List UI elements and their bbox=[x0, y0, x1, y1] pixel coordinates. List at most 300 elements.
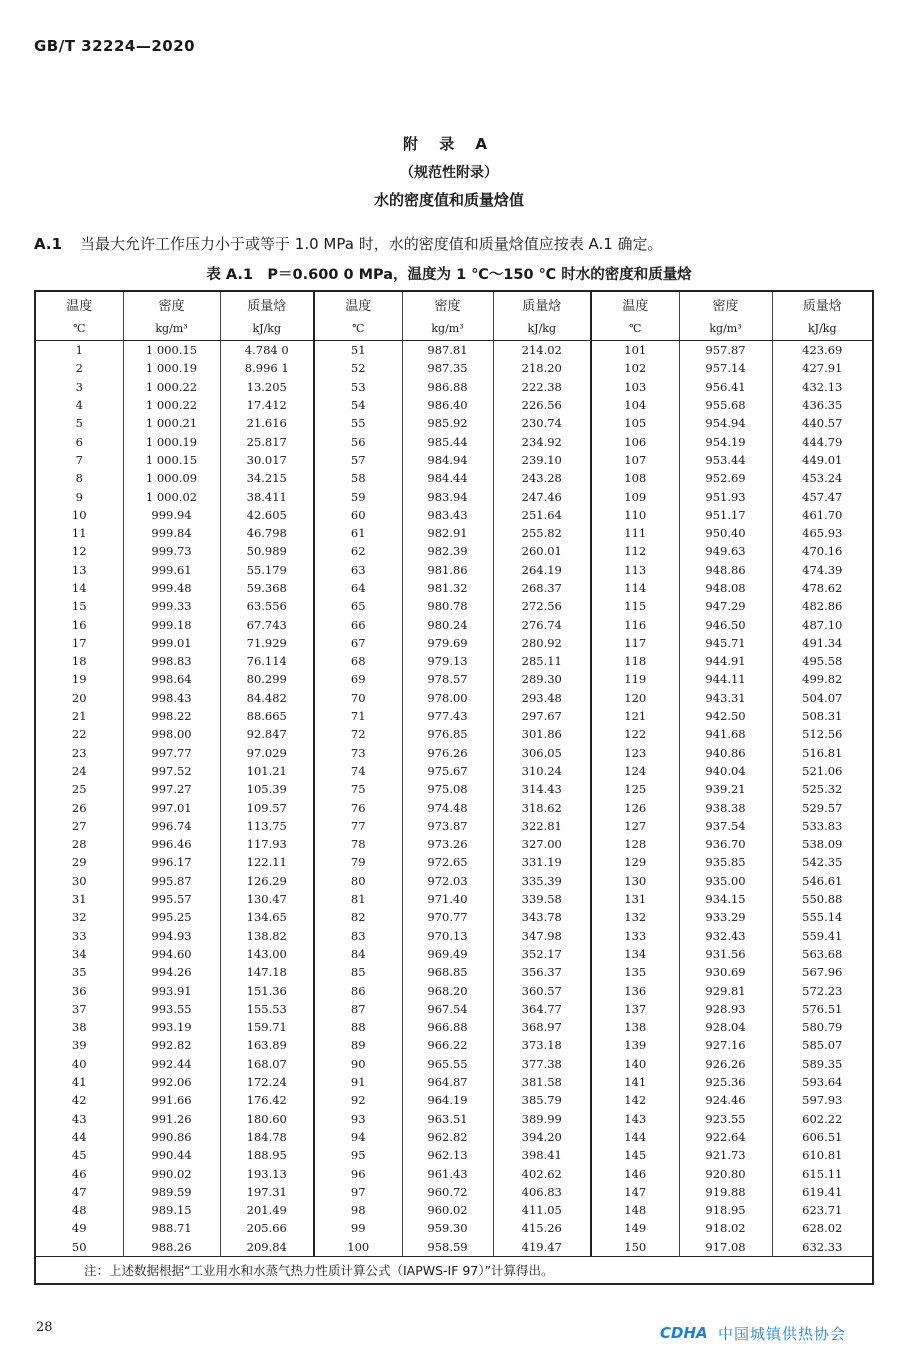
table-cell: 589.35 bbox=[772, 1055, 873, 1073]
table-row bbox=[35, 762, 873, 780]
table-cell: 301.86 bbox=[493, 725, 591, 743]
table-cell: 465.93 bbox=[772, 524, 873, 542]
table-cell: 415.26 bbox=[493, 1219, 591, 1237]
table-cell: 74 bbox=[314, 762, 402, 780]
table-cell: 998.43 bbox=[123, 689, 220, 707]
table-cell: 98 bbox=[314, 1201, 402, 1219]
table-row bbox=[35, 744, 873, 762]
table-cell: 943.31 bbox=[679, 689, 772, 707]
table-cell: 977.43 bbox=[402, 707, 493, 725]
table-cell: 16 bbox=[71, 617, 87, 632]
table-cell: 958.59 bbox=[402, 1238, 493, 1257]
table-cell: 134.65 bbox=[220, 908, 314, 926]
table-cell: 950.40 bbox=[679, 524, 772, 542]
table-cell: 474.39 bbox=[772, 561, 873, 579]
table-cell: 504.07 bbox=[772, 689, 873, 707]
table-cell: 423.69 bbox=[772, 341, 873, 360]
table-cell: 95 bbox=[314, 1146, 402, 1164]
table-cell: 37 bbox=[71, 1001, 87, 1016]
table-cell: 949.63 bbox=[679, 542, 772, 560]
table-cell: 188.95 bbox=[220, 1146, 314, 1164]
table-cell: 243.28 bbox=[493, 469, 591, 487]
table-cell: 970.13 bbox=[402, 927, 493, 945]
table-cell: 68 bbox=[314, 652, 402, 670]
table-cell: 180.60 bbox=[220, 1109, 314, 1127]
unit-cell: ℃ bbox=[591, 316, 679, 341]
table-cell: 34.215 bbox=[220, 469, 314, 487]
table-cell: 1 000.15 bbox=[123, 451, 220, 469]
table-cell: 389.99 bbox=[493, 1109, 591, 1127]
table-cell: 17 bbox=[71, 635, 87, 650]
table-cell: 920.80 bbox=[679, 1164, 772, 1182]
table-cell: 962.13 bbox=[402, 1146, 493, 1164]
table-row bbox=[35, 561, 873, 579]
table-cell: 992.44 bbox=[123, 1055, 220, 1073]
table-row bbox=[35, 1128, 873, 1146]
table-cell: 979.69 bbox=[402, 634, 493, 652]
table-cell: 944.11 bbox=[679, 670, 772, 688]
table-cell: 999.18 bbox=[123, 615, 220, 633]
table-cell: 52 bbox=[314, 359, 402, 377]
table-cell: 953.44 bbox=[679, 451, 772, 469]
table-cell: 487.10 bbox=[772, 615, 873, 633]
table-cell: 992.82 bbox=[123, 1036, 220, 1054]
table-cell: 130 bbox=[591, 872, 679, 890]
table-cell: 352.17 bbox=[493, 945, 591, 963]
table-cell: 85 bbox=[314, 963, 402, 981]
table-cell: 137 bbox=[591, 1000, 679, 1018]
table-cell: 538.09 bbox=[772, 835, 873, 853]
table-cell: 993.55 bbox=[123, 1000, 220, 1018]
table-cell: 129 bbox=[591, 853, 679, 871]
table-row bbox=[35, 1109, 873, 1127]
table-cell: 932.43 bbox=[679, 927, 772, 945]
table-cell: 82 bbox=[314, 908, 402, 926]
table-cell: 993.19 bbox=[123, 1018, 220, 1036]
table-cell: 112 bbox=[591, 542, 679, 560]
table-cell: 88 bbox=[314, 1018, 402, 1036]
table-cell: 944.91 bbox=[679, 652, 772, 670]
table-row bbox=[35, 1091, 873, 1109]
table-cell: 512.56 bbox=[772, 725, 873, 743]
table-cell: 999.33 bbox=[123, 597, 220, 615]
table-cell: 377.38 bbox=[493, 1055, 591, 1073]
table-cell: 2 bbox=[75, 361, 83, 376]
table-cell: 38.411 bbox=[220, 487, 314, 505]
table-cell: 76.114 bbox=[220, 652, 314, 670]
table-cell: 427.91 bbox=[772, 359, 873, 377]
table-cell: 276.74 bbox=[493, 615, 591, 633]
table-cell: 239.10 bbox=[493, 451, 591, 469]
table-cell: 44 bbox=[71, 1129, 87, 1144]
table-cell: 8.996 1 bbox=[220, 359, 314, 377]
table-cell: 55.179 bbox=[220, 561, 314, 579]
table-cell: 508.31 bbox=[772, 707, 873, 725]
table-cell: 63 bbox=[314, 561, 402, 579]
table-cell: 998.00 bbox=[123, 725, 220, 743]
table-cell: 961.43 bbox=[402, 1164, 493, 1182]
table-cell: 628.02 bbox=[772, 1219, 873, 1237]
table-cell: 84.482 bbox=[220, 689, 314, 707]
table-cell: 457.47 bbox=[772, 487, 873, 505]
table-cell: 971.40 bbox=[402, 890, 493, 908]
table-cell: 962.82 bbox=[402, 1128, 493, 1146]
header-cell: 密度 bbox=[679, 291, 772, 316]
table-cell: 147.18 bbox=[220, 963, 314, 981]
clause-a1 bbox=[34, 233, 663, 254]
table-cell: 8 bbox=[75, 471, 83, 486]
table-cell: 97.029 bbox=[220, 744, 314, 762]
table-cell: 222.38 bbox=[493, 378, 591, 396]
table-cell: 30.017 bbox=[220, 451, 314, 469]
table-cell: 47 bbox=[71, 1184, 87, 1199]
table-cell: 35 bbox=[71, 965, 87, 980]
table-cell: 116 bbox=[591, 615, 679, 633]
table-cell: 997.52 bbox=[123, 762, 220, 780]
table-cell: 373.18 bbox=[493, 1036, 591, 1054]
table-cell: 29 bbox=[71, 855, 87, 870]
table-cell: 76 bbox=[314, 798, 402, 816]
table-cell: 985.92 bbox=[402, 414, 493, 432]
standard-number: GB/T 32224—2020 bbox=[34, 37, 196, 55]
table-cell: 230.74 bbox=[493, 414, 591, 432]
clause-number: A.1 bbox=[34, 235, 63, 253]
table-cell: 9 bbox=[75, 489, 83, 504]
table-cell: 65 bbox=[314, 597, 402, 615]
table-cell: 138.82 bbox=[220, 927, 314, 945]
table-cell: 115 bbox=[591, 597, 679, 615]
table-cell: 13 bbox=[71, 562, 87, 577]
table-cell: 976.85 bbox=[402, 725, 493, 743]
header-row bbox=[35, 291, 873, 316]
table-cell: 97 bbox=[314, 1183, 402, 1201]
table-row bbox=[35, 414, 873, 432]
table-cell: 3 bbox=[75, 379, 83, 394]
table-cell: 956.41 bbox=[679, 378, 772, 396]
header-cell: 质量焓 bbox=[493, 291, 591, 316]
table-row bbox=[35, 506, 873, 524]
table-cell: 965.55 bbox=[402, 1055, 493, 1073]
table-row bbox=[35, 542, 873, 560]
table-cell: 289.30 bbox=[493, 670, 591, 688]
clause-text: 当最大允许工作压力小于或等于 1.0 MPa 时，水的密度值和质量焓值应按表 A.1 确定。 bbox=[80, 235, 663, 253]
table-row bbox=[35, 689, 873, 707]
table-cell: 978.00 bbox=[402, 689, 493, 707]
table-cell: 13.205 bbox=[220, 378, 314, 396]
table-cell: 106 bbox=[591, 432, 679, 450]
table-cell: 440.57 bbox=[772, 414, 873, 432]
table-cell: 623.71 bbox=[772, 1201, 873, 1219]
table-row bbox=[35, 890, 873, 908]
table-cell: 72 bbox=[314, 725, 402, 743]
table-cell: 960.72 bbox=[402, 1183, 493, 1201]
table-cell: 941.68 bbox=[679, 725, 772, 743]
table-cell: 921.73 bbox=[679, 1146, 772, 1164]
table-cell: 109 bbox=[591, 487, 679, 505]
table-cell: 927.16 bbox=[679, 1036, 772, 1054]
table-cell: 172.24 bbox=[220, 1073, 314, 1091]
table-cell: 998.22 bbox=[123, 707, 220, 725]
table-cell: 988.71 bbox=[123, 1219, 220, 1237]
table-cell: 32 bbox=[71, 910, 87, 925]
cdha-logo: CDHA bbox=[660, 1324, 708, 1342]
table-cell: 93 bbox=[314, 1109, 402, 1127]
table-cell: 951.17 bbox=[679, 506, 772, 524]
table-cell: 576.51 bbox=[772, 1000, 873, 1018]
table-cell: 936.70 bbox=[679, 835, 772, 853]
table-cell: 919.88 bbox=[679, 1183, 772, 1201]
table-cell: 79 bbox=[314, 853, 402, 871]
table-cell: 470.16 bbox=[772, 542, 873, 560]
table-cell: 251.64 bbox=[493, 506, 591, 524]
table-cell: 14 bbox=[71, 581, 87, 595]
table-cell: 226.56 bbox=[493, 396, 591, 414]
table-row bbox=[35, 1146, 873, 1164]
table-cell: 48 bbox=[71, 1203, 87, 1218]
table-cell: 632.33 bbox=[772, 1238, 873, 1257]
table-cell: 986.88 bbox=[402, 378, 493, 396]
table-cell: 972.03 bbox=[402, 872, 493, 890]
table-cell: 168.07 bbox=[220, 1055, 314, 1073]
table-cell: 84 bbox=[314, 945, 402, 963]
table-cell: 991.66 bbox=[123, 1091, 220, 1109]
table-row bbox=[35, 853, 873, 871]
table-cell: 619.41 bbox=[772, 1183, 873, 1201]
table-cell: 1 000.21 bbox=[123, 414, 220, 432]
table-cell: 945.71 bbox=[679, 634, 772, 652]
table-row bbox=[35, 396, 873, 414]
table-cell: 94 bbox=[314, 1128, 402, 1146]
table-cell: 939.21 bbox=[679, 780, 772, 798]
table-cell: 38 bbox=[71, 1020, 87, 1035]
table-cell: 101 bbox=[591, 341, 679, 360]
table-cell: 12 bbox=[71, 544, 87, 559]
table-cell: 99 bbox=[314, 1219, 402, 1237]
table-cell: 113 bbox=[591, 561, 679, 579]
table-cell: 987.81 bbox=[402, 341, 493, 360]
table-cell: 597.93 bbox=[772, 1091, 873, 1109]
table-cell: 86 bbox=[314, 981, 402, 999]
table-cell: 432.13 bbox=[772, 378, 873, 396]
table-cell: 991.26 bbox=[123, 1109, 220, 1127]
table-cell: 30 bbox=[71, 873, 87, 888]
table-cell: 1 000.02 bbox=[123, 487, 220, 505]
table-row bbox=[35, 725, 873, 743]
table-cell: 42.605 bbox=[220, 506, 314, 524]
table-cell: 51 bbox=[314, 341, 402, 360]
table-cell: 980.78 bbox=[402, 597, 493, 615]
table-cell: 335.39 bbox=[493, 872, 591, 890]
table-cell: 25 bbox=[71, 782, 87, 797]
table-cell: 193.13 bbox=[220, 1164, 314, 1182]
table-cell: 272.56 bbox=[493, 597, 591, 615]
table-cell: 997.01 bbox=[123, 798, 220, 816]
table-cell: 214.02 bbox=[493, 341, 591, 360]
table-cell: 73 bbox=[314, 744, 402, 762]
table-cell: 930.69 bbox=[679, 963, 772, 981]
table-cell: 343.78 bbox=[493, 908, 591, 926]
table-cell: 111 bbox=[591, 524, 679, 542]
table-row bbox=[35, 1164, 873, 1182]
table-cell: 318.62 bbox=[493, 798, 591, 816]
table-cell: 121 bbox=[591, 707, 679, 725]
table-cell: 141 bbox=[591, 1073, 679, 1091]
table-row bbox=[35, 652, 873, 670]
table-cell: 136 bbox=[591, 981, 679, 999]
table-cell: 923.55 bbox=[679, 1109, 772, 1127]
table-cell: 555.14 bbox=[772, 908, 873, 926]
table-cell: 529.57 bbox=[772, 798, 873, 816]
table-cell: 108 bbox=[591, 469, 679, 487]
table-cell: 6 bbox=[75, 434, 83, 449]
table-cell: 17.412 bbox=[220, 396, 314, 414]
table-note: 注：上述数据根据“工业用水和水蒸气热力性质计算公式（IAPWS-IF 97）”计算得出。 bbox=[35, 1256, 873, 1284]
table-cell: 482.86 bbox=[772, 597, 873, 615]
table-cell: 975.67 bbox=[402, 762, 493, 780]
table-cell: 1 000.22 bbox=[123, 396, 220, 414]
table-row bbox=[35, 780, 873, 798]
table-cell: 940.04 bbox=[679, 762, 772, 780]
table-cell: 42 bbox=[71, 1093, 87, 1108]
table-cell: 293.48 bbox=[493, 689, 591, 707]
table-cell: 989.59 bbox=[123, 1183, 220, 1201]
table-cell: 356.37 bbox=[493, 963, 591, 981]
unit-cell: kJ/kg bbox=[220, 316, 314, 341]
unit-cell: kJ/kg bbox=[493, 316, 591, 341]
table-cell: 24 bbox=[71, 763, 87, 778]
table-cell: 77 bbox=[314, 817, 402, 835]
density-enthalpy-table bbox=[34, 290, 874, 1285]
table-cell: 964.87 bbox=[402, 1073, 493, 1091]
table-cell: 56 bbox=[314, 432, 402, 450]
table-cell: 155.53 bbox=[220, 1000, 314, 1018]
table-cell: 117.93 bbox=[220, 835, 314, 853]
table-cell: 159.71 bbox=[220, 1018, 314, 1036]
table-cell: 951.93 bbox=[679, 487, 772, 505]
table-cell: 83 bbox=[314, 927, 402, 945]
table-cell: 150 bbox=[591, 1238, 679, 1257]
table-cell: 546.61 bbox=[772, 872, 873, 890]
table-cell: 314.43 bbox=[493, 780, 591, 798]
table-cell: 27 bbox=[71, 818, 87, 833]
table-body bbox=[35, 341, 873, 1257]
table-row bbox=[35, 707, 873, 725]
table-row bbox=[35, 1018, 873, 1036]
table-cell: 218.20 bbox=[493, 359, 591, 377]
table-cell: 453.24 bbox=[772, 469, 873, 487]
table-row bbox=[35, 1183, 873, 1201]
table-cell: 163.89 bbox=[220, 1036, 314, 1054]
table-cell: 984.94 bbox=[402, 451, 493, 469]
table-cell: 934.15 bbox=[679, 890, 772, 908]
table-cell: 602.22 bbox=[772, 1109, 873, 1127]
table-cell: 331.19 bbox=[493, 853, 591, 871]
table-cell: 92 bbox=[314, 1091, 402, 1109]
table-cell: 918.95 bbox=[679, 1201, 772, 1219]
table-cell: 122.11 bbox=[220, 853, 314, 871]
table-cell: 143.00 bbox=[220, 945, 314, 963]
unit-cell: kJ/kg bbox=[772, 316, 873, 341]
table-cell: 100 bbox=[314, 1238, 402, 1257]
table-cell: 960.02 bbox=[402, 1201, 493, 1219]
table-cell: 990.44 bbox=[123, 1146, 220, 1164]
table-cell: 999.94 bbox=[123, 506, 220, 524]
table-cell: 107 bbox=[591, 451, 679, 469]
table-cell: 81 bbox=[314, 890, 402, 908]
table-cell: 71 bbox=[314, 707, 402, 725]
table-cell: 516.81 bbox=[772, 744, 873, 762]
table-cell: 113.75 bbox=[220, 817, 314, 835]
table-cell: 149 bbox=[591, 1219, 679, 1237]
table-cell: 998.64 bbox=[123, 670, 220, 688]
table-row bbox=[35, 798, 873, 816]
table-cell: 986.40 bbox=[402, 396, 493, 414]
note-row bbox=[35, 1256, 873, 1284]
table-cell: 947.29 bbox=[679, 597, 772, 615]
table-row bbox=[35, 432, 873, 450]
table-row bbox=[35, 341, 873, 360]
table-cell: 925.36 bbox=[679, 1073, 772, 1091]
table-cell: 148 bbox=[591, 1201, 679, 1219]
table-cell: 5 bbox=[75, 416, 83, 431]
table-cell: 118 bbox=[591, 652, 679, 670]
table-row bbox=[35, 1055, 873, 1073]
table-cell: 22 bbox=[71, 727, 87, 742]
table-cell: 615.11 bbox=[772, 1164, 873, 1182]
table-cell: 937.54 bbox=[679, 817, 772, 835]
table-cell: 140 bbox=[591, 1055, 679, 1073]
table-cell: 935.85 bbox=[679, 853, 772, 871]
table-cell: 119 bbox=[591, 670, 679, 688]
table-cell: 125 bbox=[591, 780, 679, 798]
unit-cell: kg/m³ bbox=[679, 316, 772, 341]
table-cell: 55 bbox=[314, 414, 402, 432]
table-cell: 142 bbox=[591, 1091, 679, 1109]
table-cell: 92.847 bbox=[220, 725, 314, 743]
table-cell: 981.86 bbox=[402, 561, 493, 579]
header-cell: 密度 bbox=[123, 291, 220, 316]
table-cell: 994.60 bbox=[123, 945, 220, 963]
table-cell: 942.50 bbox=[679, 707, 772, 725]
table-cell: 310.24 bbox=[493, 762, 591, 780]
table-cell: 984.44 bbox=[402, 469, 493, 487]
table-cell: 75 bbox=[314, 780, 402, 798]
table-row bbox=[35, 359, 873, 377]
table-cell: 297.67 bbox=[493, 707, 591, 725]
table-cell: 931.56 bbox=[679, 945, 772, 963]
table-cell: 45 bbox=[71, 1148, 87, 1163]
table-row bbox=[35, 1073, 873, 1091]
table-cell: 364.77 bbox=[493, 1000, 591, 1018]
table-cell: 461.70 bbox=[772, 506, 873, 524]
table-cell: 406.83 bbox=[493, 1183, 591, 1201]
table-cell: 91 bbox=[314, 1073, 402, 1091]
table-cell: 135 bbox=[591, 963, 679, 981]
table-cell: 567.96 bbox=[772, 963, 873, 981]
table-cell: 205.66 bbox=[220, 1219, 314, 1237]
table-cell: 49 bbox=[71, 1221, 87, 1236]
table-cell: 41 bbox=[71, 1075, 87, 1090]
watermark-text: 中国城镇供热协会 bbox=[718, 1324, 847, 1343]
table-cell: 184.78 bbox=[220, 1128, 314, 1146]
table-cell: 21 bbox=[71, 709, 87, 724]
table-cell: 495.58 bbox=[772, 652, 873, 670]
table-cell: 606.51 bbox=[772, 1128, 873, 1146]
table-cell: 954.94 bbox=[679, 414, 772, 432]
table-row bbox=[35, 1238, 873, 1257]
table-cell: 997.27 bbox=[123, 780, 220, 798]
table-row bbox=[35, 908, 873, 926]
